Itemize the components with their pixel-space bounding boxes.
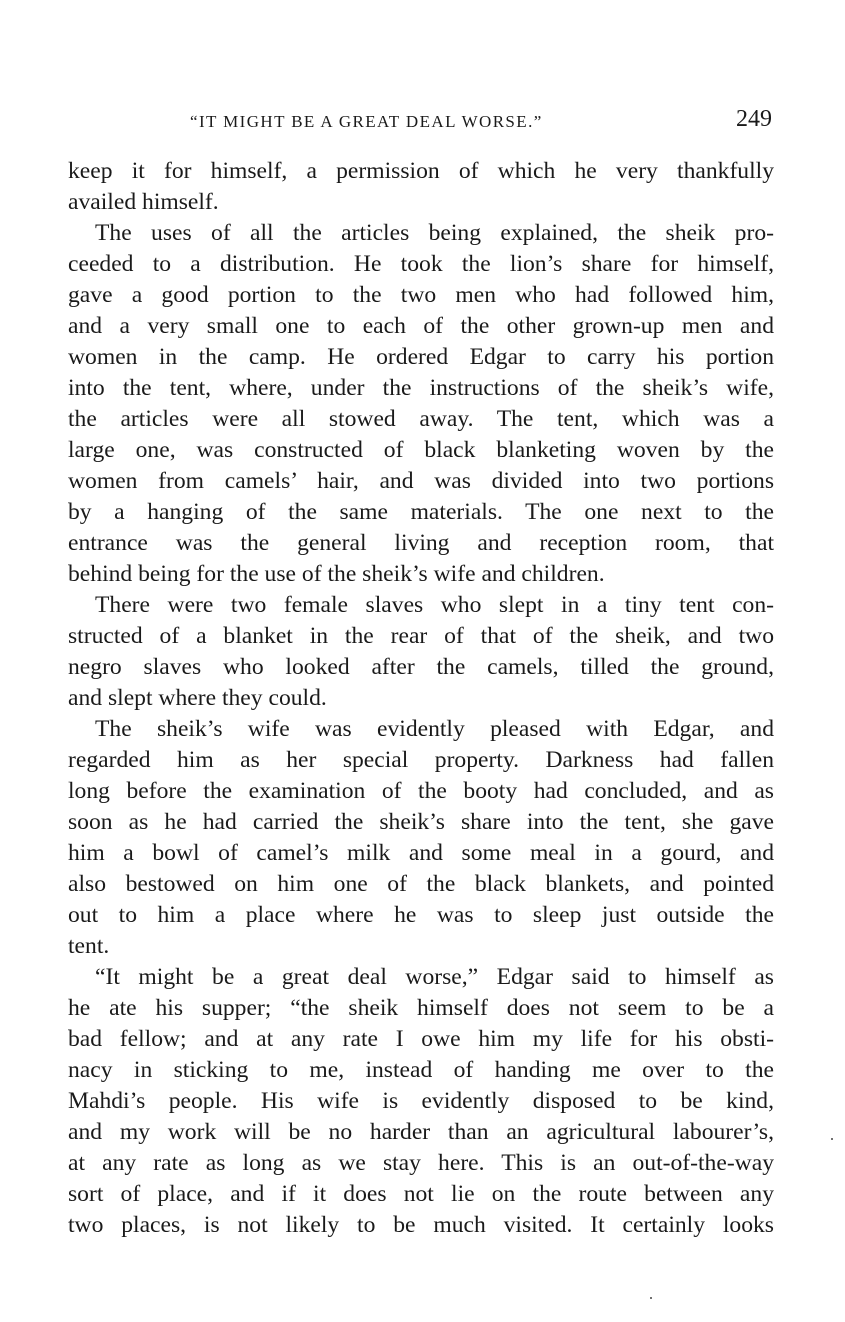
text-line: into the tent, where, under the instructions of the sheik’s wife,	[68, 375, 774, 401]
text-line: bad fellow; and at any rate I owe him my life for his obsti-	[68, 1026, 774, 1052]
text-line: him a bowl of camel’s milk and some meal in a gourd, and	[68, 840, 774, 866]
text-line: two places, is not likely to be much visited. It certainly looks	[68, 1212, 774, 1238]
text-line: by a hanging of the same materials. The one next to the	[68, 499, 774, 525]
book-page	[68, 0, 774, 1322]
text-line: long before the examination of the booty had concluded, and as	[68, 778, 774, 804]
text-line: and my work will be no harder than an agricultural labourer’s,	[68, 1119, 774, 1145]
text-line: women from camels’ hair, and was divided into two portions	[68, 468, 774, 494]
text-line: regarded him as her special property. Darkness had fallen	[68, 747, 774, 773]
text-line: out to him a place where he was to sleep just outside the	[68, 902, 774, 928]
text-line: ceeded to a distribution. He took the lion’s share for himself,	[68, 251, 774, 277]
page-number: 249	[736, 106, 772, 132]
scan-speck	[831, 1138, 833, 1140]
text-line: women in the camp. He ordered Edgar to carry his portion	[68, 344, 774, 370]
text-line: negro slaves who looked after the camels, tilled the ground,	[68, 654, 774, 680]
text-line: availed himself.	[68, 189, 219, 215]
text-line: the articles were all stowed away. The tent, which was a	[68, 406, 774, 432]
text-line: tent.	[68, 933, 110, 959]
text-line: and a very small one to each of the other grown-up men and	[68, 313, 774, 339]
running-title: “IT MIGHT BE A GREAT DEAL WORSE.”	[190, 112, 543, 131]
text-line: and slept where they could.	[68, 685, 327, 711]
text-line: sort of place, and if it does not lie on the route between any	[68, 1181, 774, 1207]
text-line: at any rate as long as we stay here. This is an out-of-the-way	[68, 1150, 774, 1176]
text-line: keep it for himself, a permission of which he very thankfully	[68, 158, 774, 184]
text-line: Mahdi’s people. His wife is evidently disposed to be kind,	[68, 1088, 774, 1114]
text-line: The uses of all the articles being explained, the sheik pro-	[95, 220, 774, 246]
text-line: also bestowed on him one of the black blankets, and pointed	[68, 871, 774, 897]
text-line: he ate his supper; “the sheik himself does not seem to be a	[68, 995, 774, 1021]
text-line: There were two female slaves who slept in a tiny tent con-	[95, 592, 774, 618]
text-line: The sheik’s wife was evidently pleased with Edgar, and	[95, 716, 774, 742]
text-line: gave a good portion to the two men who had followed him,	[68, 282, 774, 308]
text-line: entrance was the general living and reception room, that	[68, 530, 774, 556]
text-line: structed of a blanket in the rear of that of the sheik, and two	[68, 623, 774, 649]
text-line: large one, was constructed of black blanketing woven by the	[68, 437, 774, 463]
body-text	[68, 156, 774, 1241]
text-line: soon as he had carried the sheik’s share into the tent, she gave	[68, 809, 774, 835]
text-line: nacy in sticking to me, instead of handing me over to the	[68, 1057, 774, 1083]
scan-speck	[650, 1297, 652, 1299]
text-line: behind being for the use of the sheik’s wife and children.	[68, 561, 605, 587]
text-line: “It might be a great deal worse,” Edgar said to himself as	[95, 964, 774, 990]
running-head	[68, 106, 774, 140]
